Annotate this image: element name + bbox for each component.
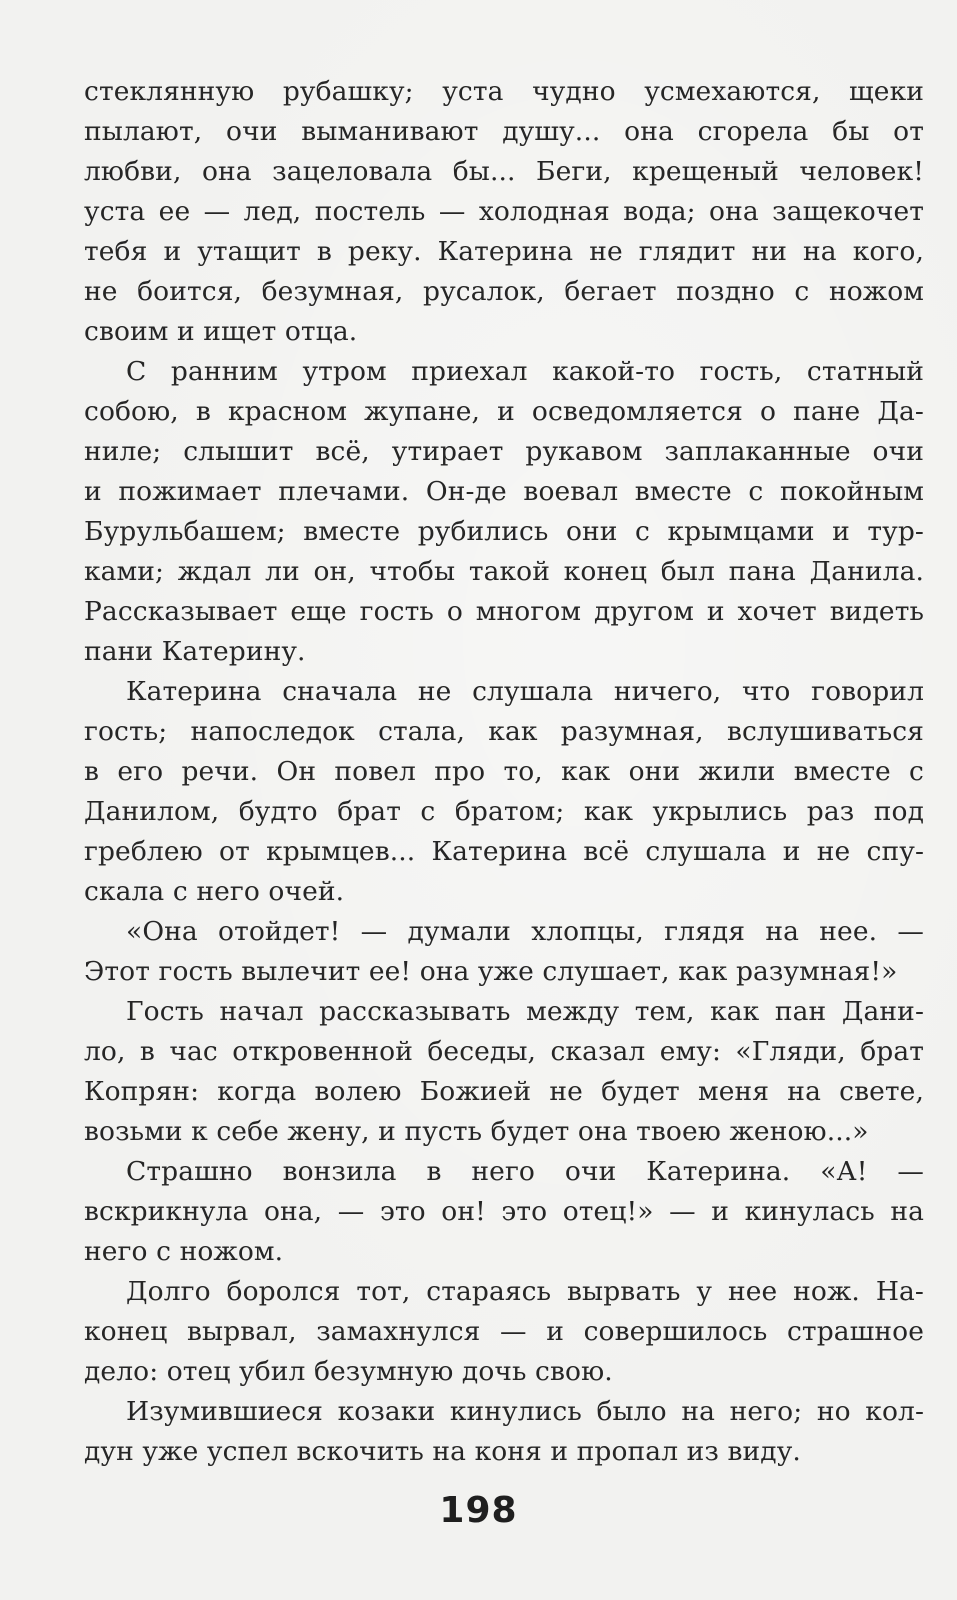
text-line: ниле; слышит всё, утирает рукавом заплаканные очи (84, 436, 924, 467)
text-line: Страшно вонзила в него очи Катерина. «А! — (126, 1156, 924, 1187)
text-line: Гость начал рассказывать между тем, как пан Дани- (126, 996, 924, 1027)
text-line: Катерина сначала не слушала ничего, что говорил (126, 676, 924, 707)
text-line: Этот гость вылечит ее! она уже слушает, как разумная!» (84, 956, 898, 987)
paragraph (84, 912, 924, 992)
text-line: него с ножом. (84, 1236, 284, 1267)
text-line: греблею от крымцев... Катерина всё слушала и не спу- (84, 836, 924, 867)
text-line: Изумившиеся козаки кинулись было на него; но кол- (126, 1396, 924, 1427)
text-line: дун уже успел вскочить на коня и пропал из виду. (84, 1436, 801, 1467)
text-line: Копрян: когда волею Божией не будет меня на свете, (84, 1076, 924, 1107)
paragraph (84, 1392, 924, 1472)
text-line: уста ее — лед, постель — холодная вода; она защекочет (84, 196, 924, 227)
paragraph (84, 992, 924, 1152)
text-line: любви, она зацеловала бы... Беги, крещеный человек! (84, 156, 924, 187)
paragraph (84, 1152, 924, 1272)
text-line: собою, в красном жупане, и осведомляется о пане Да- (84, 396, 924, 427)
page-number: 198 (439, 1490, 518, 1531)
text-line: дело: отец убил безумную дочь свою. (84, 1356, 613, 1387)
text-line: пани Катерину. (84, 636, 306, 667)
text-line: Бурульбашем; вместе рубились они с крымцами и тур- (84, 516, 924, 547)
text-line: Данилом, будто брат с братом; как укрылись раз под (84, 796, 924, 827)
text-line: ками; ждал ли он, чтобы такой конец был пана Данила. (84, 556, 924, 587)
text-line: возьми к себе жену, и пусть будет она твоею женою...» (84, 1116, 869, 1147)
paragraph (84, 72, 924, 352)
text-line: С ранним утром приехал какой-то гость, статный (126, 356, 924, 387)
text-line: стеклянную рубашку; уста чудно усмехаются, щеки (84, 76, 924, 107)
paragraph (84, 1272, 924, 1392)
text-line: тебя и утащит в реку. Катерина не глядит ни на кого, (84, 236, 924, 267)
text-line: Долго боролся тот, стараясь вырвать у нее нож. На- (126, 1276, 924, 1307)
text-line: пылают, очи выманивают душу... она сгорела бы от (84, 116, 924, 147)
paragraph (84, 672, 924, 912)
body-text (84, 72, 924, 1472)
text-line: своим и ищет отца. (84, 316, 358, 347)
paragraph (84, 352, 924, 672)
text-line: и пожимает плечами. Он-де воевал вместе с покойным (84, 476, 924, 507)
text-line: в его речи. Он повел про то, как они жили вместе с (84, 756, 924, 787)
text-line: Рассказывает еще гость о многом другом и хочет видеть (84, 596, 924, 627)
text-line: ло, в час откровенной беседы, сказал ему: «Гляди, брат (84, 1036, 924, 1067)
text-line: не боится, безумная, русалок, бегает поздно с ножом (84, 276, 924, 307)
text-line: скала с него очей. (84, 876, 345, 907)
text-line: «Она отойдет! — думали хлопцы, глядя на нее. — (126, 916, 924, 947)
text-line: вскрикнула она, — это он! это отец!» — и кинулась на (84, 1196, 924, 1227)
text-line: гость; напоследок стала, как разумная, вслушиваться (84, 716, 924, 747)
text-line: конец вырвал, замахнулся — и совершилось страшное (84, 1316, 924, 1347)
